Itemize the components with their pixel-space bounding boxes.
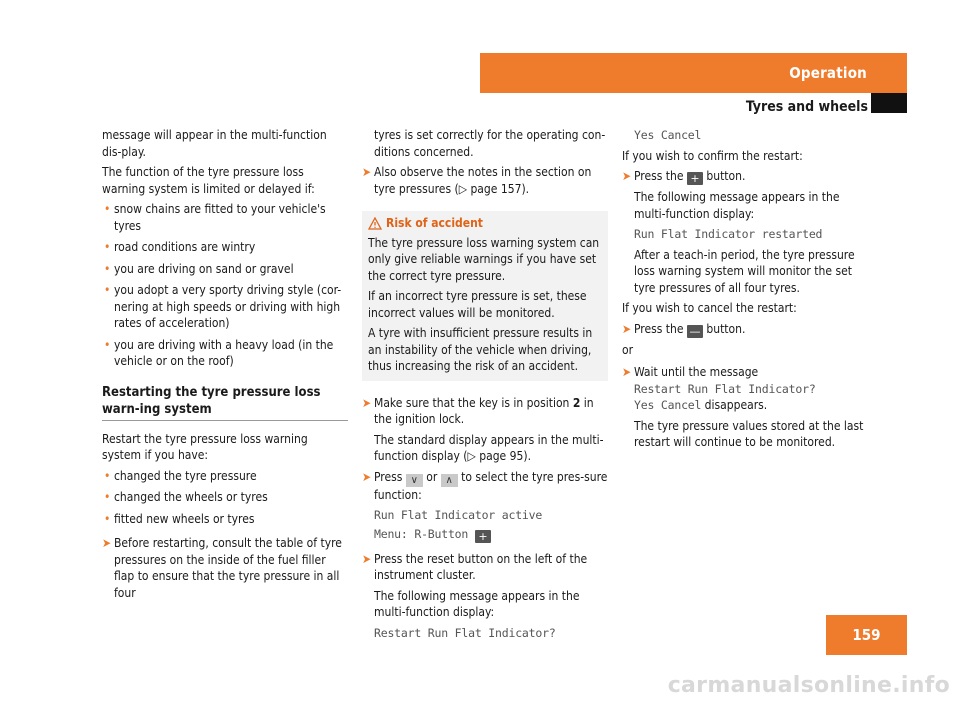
section-heading: Restarting the tyre pressure loss warn-ing system xyxy=(102,384,348,421)
plus-key-icon: + xyxy=(687,172,703,185)
paragraph: If you wish to confirm the restart: xyxy=(622,148,803,163)
step-note: After a teach-in period, the tyre pressure loss warning system will monitor the set tyre pressures of all four tyres. xyxy=(634,247,855,295)
display-message: Run Flat Indicator restarted xyxy=(634,227,823,241)
warning-triangle-icon xyxy=(368,217,382,230)
display-message xyxy=(362,526,608,543)
step-text: button. xyxy=(702,169,746,183)
warning-title-text: Risk of accident xyxy=(386,216,483,230)
step-note: The following message appears in the multi-function display: xyxy=(634,190,840,221)
warning-text: The tyre pressure loss warning system can only give reliable warnings if you have set the correct tyre pressure. xyxy=(368,235,600,283)
step-text: Press the xyxy=(634,321,687,336)
step-text: Also observe the notes in the section on tyre pressures (▷ page 157). xyxy=(374,165,592,196)
section-marker xyxy=(871,93,907,113)
instruction-step xyxy=(362,164,608,197)
warning-text: If an incorrect tyre pressure is set, these incorrect values will be monitored. xyxy=(368,289,587,320)
key-position: 2 xyxy=(572,395,581,410)
step-note: The following message appears in the multi-function display: xyxy=(374,588,580,619)
chapter-tab: Operation xyxy=(480,53,907,93)
paragraph: or xyxy=(622,342,634,357)
paragraph: message will appear in the multi-function dis-play. xyxy=(102,128,327,159)
display-message: Run Flat Indicator active xyxy=(374,508,543,522)
instruction-step xyxy=(622,364,868,381)
step-text: Wait until the message xyxy=(634,365,759,379)
list-item: • changed the tyre pressure xyxy=(102,468,348,485)
column-2 xyxy=(362,127,608,645)
instruction-step xyxy=(102,535,348,601)
step-text: button. xyxy=(702,321,746,336)
list-item: • you adopt a very sporty driving style (cor-nering at high speeds or driving with high rates of acceleration) xyxy=(102,282,348,332)
step-text: to select the tyre pres-sure function: xyxy=(374,469,608,502)
display-message: Restart Run Flat Indicator? xyxy=(374,625,556,640)
display-text: Yes Cancel xyxy=(634,398,702,412)
chevron-down-key-icon: ∨ xyxy=(406,474,423,487)
display-text: Menu: R-Button xyxy=(374,526,469,541)
section-title: Tyres and wheels xyxy=(745,99,868,115)
step-arrow-icon: ➤ xyxy=(622,321,632,336)
chevron-up-key-icon: ∧ xyxy=(441,474,458,487)
list-item: • snow chains are fitted to your vehicle's tyres xyxy=(102,201,348,234)
paragraph: tyres is set correctly for the operating con-ditions concerned. xyxy=(374,128,606,159)
instruction-step xyxy=(362,469,608,504)
step-arrow-icon: ➤ xyxy=(362,165,372,179)
paragraph: If you wish to cancel the restart: xyxy=(622,301,797,315)
step-text: disappears. xyxy=(701,398,768,412)
step-arrow-icon: ➤ xyxy=(102,536,112,550)
step-text: Make sure that the key is in position xyxy=(374,395,573,410)
list-item: • road conditions are wintry xyxy=(102,239,348,256)
step-note xyxy=(622,397,868,414)
warning-text: A tyre with insufficient pressure results in an instability of the vehicle when driving, thus increasing the risk of an accident. xyxy=(368,326,593,373)
step-arrow-icon: ➤ xyxy=(362,395,372,410)
column-3 xyxy=(622,127,868,455)
list-item: • you are driving on sand or gravel xyxy=(102,261,348,278)
step-text: Press xyxy=(374,469,406,484)
step-arrow-icon: ➤ xyxy=(622,169,632,183)
step-note: The standard display appears in the multi-function display (▷ page 95). xyxy=(374,432,604,463)
display-message: Restart Run Flat Indicator? xyxy=(634,381,816,396)
warning-box xyxy=(362,211,608,381)
step-text: or xyxy=(422,469,441,484)
step-arrow-icon: ➤ xyxy=(362,551,372,566)
step-text: in the ignition lock. xyxy=(374,395,594,426)
instruction-step xyxy=(622,321,868,338)
step-arrow-icon: ➤ xyxy=(362,469,372,484)
step-arrow-icon: ➤ xyxy=(622,365,632,379)
instruction-step xyxy=(362,551,608,584)
list-item: • you are driving with a heavy load (in the vehicle or on the roof) xyxy=(102,337,348,370)
page-number: 159 xyxy=(826,615,907,655)
list-item: • changed the wheels or tyres xyxy=(102,489,348,506)
step-text: Press the xyxy=(634,169,687,183)
step-note: The tyre pressure values stored at the last restart will continue to be monitored. xyxy=(634,418,864,449)
step-text: Press the reset button on the left of the instrument cluster. xyxy=(374,551,588,582)
display-message: Yes Cancel xyxy=(634,128,702,142)
step-text: Before restarting, consult the table of tyre pressures on the inside of the fuel filler flap to ensure that the tyre pressure in all four xyxy=(114,536,342,600)
watermark: carmanualsonline.info xyxy=(667,673,950,698)
paragraph: Restart the tyre pressure loss warning system if you have: xyxy=(102,431,308,462)
column-1 xyxy=(102,127,348,605)
instruction-step xyxy=(362,395,608,428)
instruction-step xyxy=(622,168,868,185)
minus-key-icon: — xyxy=(687,325,703,338)
list-item: • fitted new wheels or tyres xyxy=(102,511,348,528)
warning-title xyxy=(368,215,602,232)
paragraph: The function of the tyre pressure loss warning system is limited or delayed if: xyxy=(102,165,315,196)
plus-key-icon: + xyxy=(475,530,491,543)
